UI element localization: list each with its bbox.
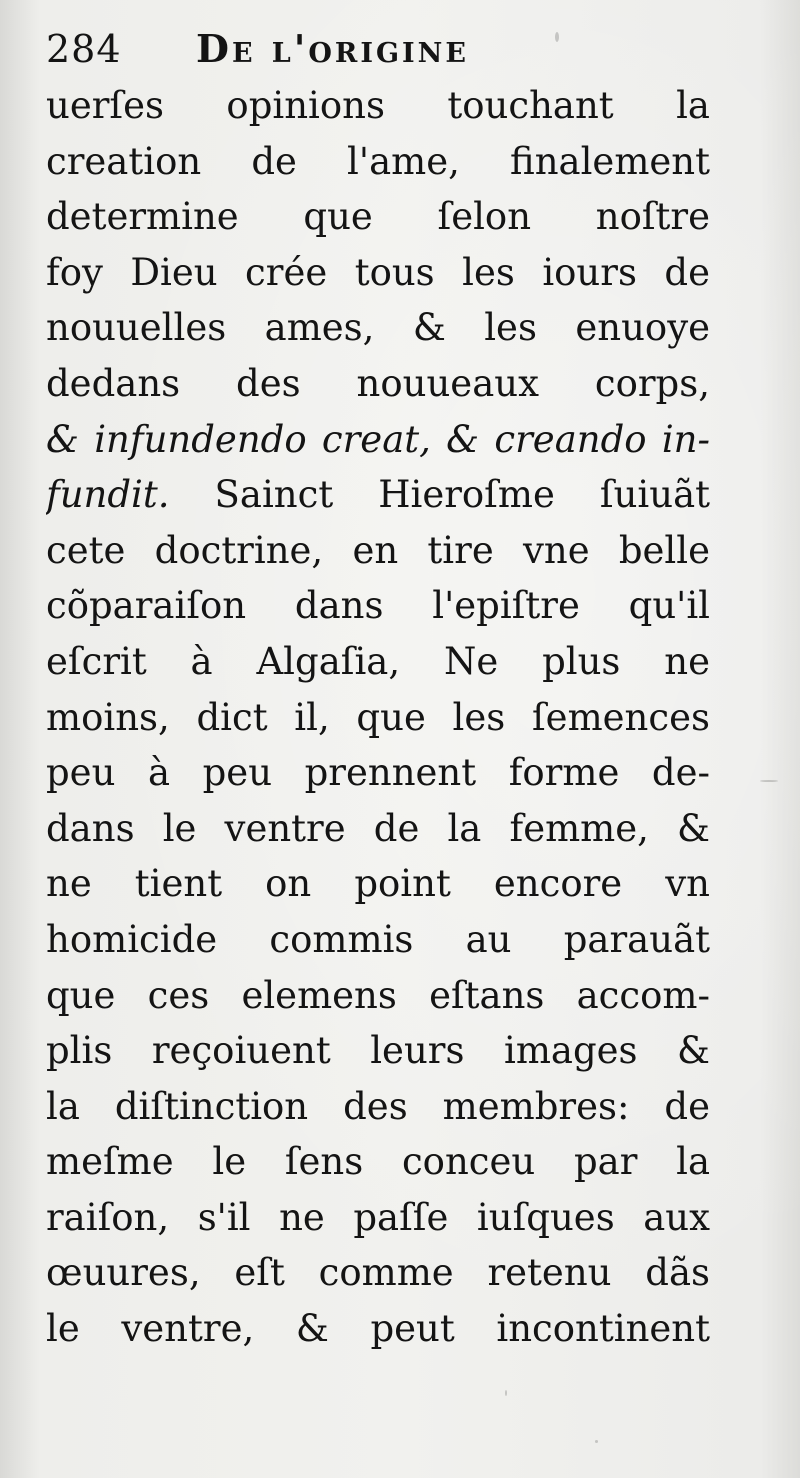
- paper-speck: [505, 1390, 507, 1396]
- text-segment: uerſes opinions touchant la: [46, 84, 710, 127]
- text-segment: cete doctrine, en tire vne belle: [46, 528, 710, 572]
- text-line: [46, 912, 710, 968]
- text-line: [46, 523, 710, 579]
- paper-speck: [555, 32, 559, 42]
- running-head: [46, 20, 710, 78]
- text-segment: meſme le ſens conceu par la: [46, 1140, 710, 1184]
- text-line: [46, 245, 710, 301]
- text-segment: plis reçoiuent leurs images &: [46, 1029, 710, 1073]
- text-segment: dans le ventre de la femme, &: [46, 806, 710, 850]
- text-segment: cõparaiſon dans l'epiſtre qu'il: [46, 584, 710, 628]
- text-line: [46, 1023, 710, 1079]
- italic-segment: fundit.: [46, 473, 170, 517]
- text-segment: ne tient on point encore vn: [46, 862, 710, 906]
- text-line: [46, 1190, 710, 1246]
- text-line: [46, 1134, 710, 1190]
- text-line: [46, 1245, 710, 1301]
- text-line: [46, 300, 710, 356]
- text-segment: nouuelles ames, & les enuoye: [46, 306, 710, 350]
- text-line: [46, 78, 710, 134]
- body-text: [46, 78, 710, 1357]
- text-line: [46, 1301, 710, 1357]
- text-segment: dedans des nouueaux corps,: [46, 361, 710, 405]
- text-segment: la diſtinction des membres: de: [46, 1084, 710, 1128]
- text-line: [46, 467, 710, 523]
- text-line: [46, 134, 710, 190]
- text-line: [46, 189, 710, 245]
- text-segment: determine que ſelon noſtre: [46, 195, 710, 239]
- text-segment: le ventre, & peut incontinent: [46, 1307, 710, 1351]
- text-line: [46, 745, 710, 801]
- text-segment: foy Dieu crée tous les iours de: [46, 250, 710, 294]
- text-block: [46, 20, 710, 1357]
- text-line: [46, 356, 710, 412]
- text-line: [46, 856, 710, 912]
- text-line: [46, 578, 710, 634]
- paper-speck: [760, 780, 778, 782]
- text-segment: homicide commis au parauãt: [46, 917, 710, 961]
- text-line: [46, 690, 710, 746]
- text-segment: eſcrit à Algaſia, Ne plus ne: [46, 639, 710, 683]
- text-line: [46, 634, 710, 690]
- text-segment: moins, dict il, que les ſemences: [46, 695, 710, 739]
- text-line: [46, 968, 710, 1024]
- italic-segment: & infundendo creat, & creando in-: [46, 417, 710, 461]
- running-head-title: De l'origine: [196, 26, 469, 71]
- page-number: 284: [46, 27, 122, 71]
- text-segment: creation de l'ame, finalement: [46, 139, 710, 183]
- text-segment: raiſon, s'il ne paſſe iuſques aux: [46, 1195, 710, 1239]
- text-line: [46, 801, 710, 857]
- text-line: [46, 1079, 710, 1135]
- text-segment: peu à peu prennent forme de-: [46, 751, 710, 795]
- text-segment: Sainct Hieroſme ſuiuãt: [169, 473, 710, 517]
- text-segment: que ces elemens eſtans accom-: [46, 973, 710, 1017]
- text-line: [46, 412, 710, 468]
- text-segment: œuures, eſt comme retenu dãs: [46, 1251, 710, 1295]
- paper-speck: [595, 1440, 598, 1443]
